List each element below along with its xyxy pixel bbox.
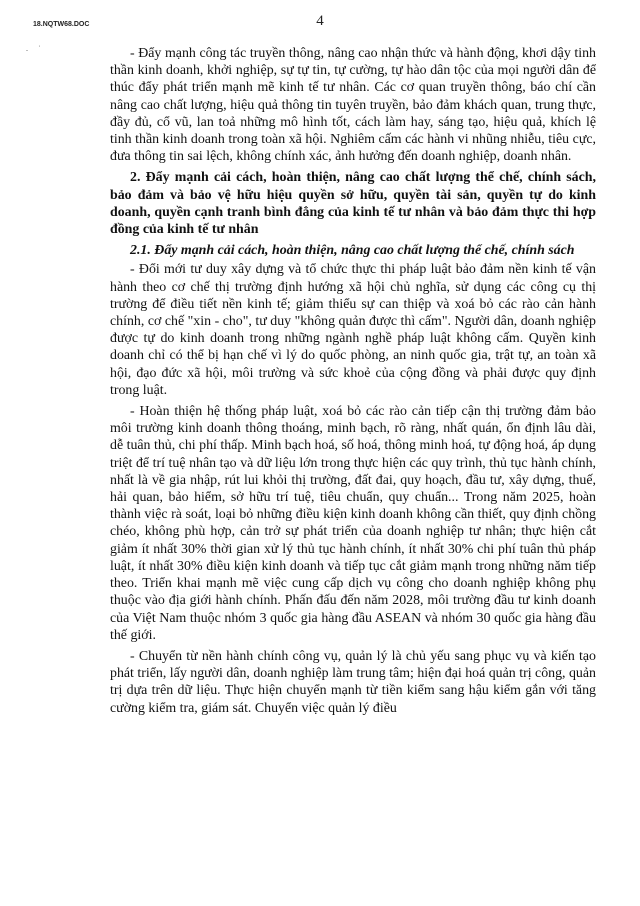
section-heading-2: 2. Đẩy mạnh cải cách, hoàn thiện, nâng cao chất lượng thể chế, chính sách, bảo đảm và bảo vệ hữu hiệu quyền sở hữu, quyền tài sản, quyền tự do kinh doanh, quyền cạnh tranh bình đẳng của kinh tế tư nhân và bảo đảm thực thi hợp đồng của kinh tế tư nhân <box>110 170 596 238</box>
paragraph-legal-system: - Hoàn thiện hệ thống pháp luật, xoá bỏ các rào cản tiếp cận thị trường đảm bảo môi trường kinh doanh thông thoáng, minh bạch, rõ ràng, nhất quán, ổn định lâu dài, dễ tuân thủ, chi phí thấp. Minh bạch hoá, số hoá, thông minh hoá, tự động hoá, áp dụng triệt để trí tuệ nhân tạo và dữ liệu lớn trong thực hiện các quy trình, thủ tục hành chính, nhất là về gia nhập, rút lui khỏi thị trường, đất đai, quy hoạch, đầu tư, xây dựng, thuế, hải quan, bảo hiểm, sở hữu trí tuệ, tiêu chuẩn, quy chuẩn... Trong năm 2025, hoàn thành việc rà soát, loại bỏ những điều kiện kinh doanh không cần thiết, quy định chồng chéo, không phù hợp, cản trở sự phát triển của doanh nghiệp tư nhân; thực hiện cắt giảm ít nhất 30% thời gian xử lý thủ tục hành chính, ít nhất 30% chi phí tuân thủ pháp luật, ít nhất 30% điều kiện kinh doanh và tiếp tục cắt giảm mạnh trong những năm tiếp theo. Triển khai mạnh mẽ việc cung cấp dịch vụ công cho doanh nghiệp không phụ thuộc vào địa giới hành chính. Phấn đấu đến năm 2028, môi trường đầu tư kinh doanh của Việt Nam thuộc nhóm 3 quốc gia hàng đầu ASEAN và nhóm 30 quốc gia hàng đầu thế giới. <box>110 404 596 643</box>
scan-specks: . ˙ <box>26 44 45 53</box>
paragraph-legal-thinking: - Đổi mới tư duy xây dựng và tổ chức thực thi pháp luật bảo đảm nền kinh tế vận hành theo cơ chế thị trường định hướng xã hội chủ nghĩa, sử dụng các công cụ thị trường để điều tiết nền kinh tế; giảm thiểu sự can thiệp và xoá bỏ các rào cản hành chính, cơ chế "xin - cho", tư duy "không quản được thì cấm". Người dân, doanh nghiệp được tự do kinh doanh trong những ngành nghề pháp luật không cấm. Quyền kinh doanh chỉ có thể bị hạn chế vì lý do quốc phòng, an ninh quốc gia, trật tự, an toàn xã hội, đạo đức xã hội, môi trường và sức khoẻ của cộng đồng và phải được quy định trong luật. <box>110 262 596 398</box>
paragraph-communication: - Đẩy mạnh công tác truyền thông, nâng cao nhận thức và hành động, khơi dậy tinh thần kinh doanh, khởi nghiệp, sự tự tin, tự cường, tự hào dân tộc của mọi người dân để thúc đẩy phát triển mạnh mẽ kinh tế tư nhân. Các cơ quan truyền thông, báo chí cần nâng cao chất lượng, hiệu quả thông tin tuyên truyền, bảo đảm khách quan, trung thực, đầy đủ, cổ vũ, lan toả những mô hình tốt, cách làm hay, sáng tạo, hiệu quả, khích lệ tinh thần kinh doanh trong toàn xã hội. Nghiêm cấm các hành vi nhũng nhiễu, tiêu cực, đưa thông tin sai lệch, không chính xác, ảnh hưởng đến doanh nghiệp, doanh nhân. <box>110 46 596 165</box>
subsection-heading-2-1: 2.1. Đẩy mạnh cải cách, hoàn thiện, nâng cao chất lượng thể chế, chính sách <box>130 243 575 259</box>
document-file-name: 18.NQTW68.DOC <box>33 21 90 28</box>
document-body <box>110 45 596 721</box>
paragraph-public-administration: - Chuyển từ nền hành chính công vụ, quản lý là chủ yếu sang phục vụ và kiến tạo phát triển, lấy người dân, doanh nghiệp làm trung tâm; hiện đại hoá quản trị công, quản trị dựa trên dữ liệu. Thực hiện chuyển mạnh từ tiền kiểm sang hậu kiểm gắn với tăng cường kiểm tra, giám sát. Chuyển việc quản lý điều <box>110 648 596 716</box>
page-number: 4 <box>316 13 324 29</box>
